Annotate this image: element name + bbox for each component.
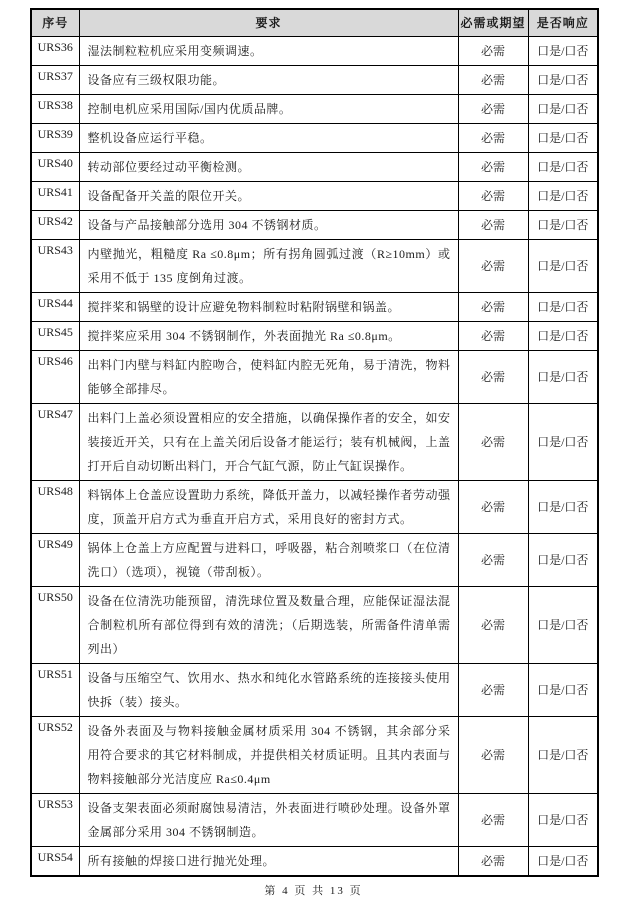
row-requirement-text: 所有接触的焊接口进行抛光处理。 (79, 846, 458, 876)
row-necessity-value: 必需 (458, 292, 528, 321)
row-requirement-text: 设备在位清洗功能预留，清洗球位置及数量合理，应能保证湿法混合制粒机所有部位得到有效的清洗；（后期选装，所需备件清单需列出） (79, 586, 458, 663)
table-row (31, 123, 598, 152)
row-response-checkboxes: 口是/口否 (528, 292, 598, 321)
table-row (31, 152, 598, 181)
table-row (31, 181, 598, 210)
row-necessity-value: 必需 (458, 663, 528, 716)
row-serial-number: URS53 (31, 793, 79, 846)
table-row (31, 663, 598, 716)
row-necessity-value: 必需 (458, 94, 528, 123)
row-necessity-value: 必需 (458, 210, 528, 239)
header-necessity: 必需或期望 (458, 9, 528, 36)
row-necessity-value: 必需 (458, 350, 528, 403)
row-serial-number: URS54 (31, 846, 79, 876)
row-requirement-text: 湿法制粒粒机应采用变频调速。 (79, 36, 458, 65)
header-response: 是否响应 (528, 9, 598, 36)
row-serial-number: URS38 (31, 94, 79, 123)
row-response-checkboxes: 口是/口否 (528, 846, 598, 876)
table-row (31, 716, 598, 793)
table-row (31, 480, 598, 533)
header-requirement: 要求 (79, 9, 458, 36)
row-requirement-text: 设备配备开关盖的限位开关。 (79, 181, 458, 210)
row-serial-number: URS36 (31, 36, 79, 65)
row-response-checkboxes: 口是/口否 (528, 716, 598, 793)
row-serial-number: URS40 (31, 152, 79, 181)
row-response-checkboxes: 口是/口否 (528, 586, 598, 663)
row-response-checkboxes: 口是/口否 (528, 152, 598, 181)
row-serial-number: URS50 (31, 586, 79, 663)
row-requirement-text: 料锅体上仓盖应设置助力系统，降低开盖力，以减轻操作者劳动强度，顶盖开启方式为垂直开启方式，采用良好的密封方式。 (79, 480, 458, 533)
table-row (31, 94, 598, 123)
row-response-checkboxes: 口是/口否 (528, 181, 598, 210)
row-necessity-value: 必需 (458, 123, 528, 152)
row-serial-number: URS46 (31, 350, 79, 403)
row-response-checkboxes: 口是/口否 (528, 793, 598, 846)
header-row (31, 9, 598, 36)
row-necessity-value: 必需 (458, 152, 528, 181)
table-row (31, 292, 598, 321)
table-body (31, 36, 598, 876)
row-serial-number: URS41 (31, 181, 79, 210)
row-necessity-value: 必需 (458, 793, 528, 846)
row-requirement-text: 出料门上盖必须设置相应的安全措施，以确保操作者的安全，如安装接近开关，只有在上盖关闭后设备才能运行；装有机械阀，上盖打开后自动切断出料门，开合气缸气源，防止气缸误操作。 (79, 403, 458, 480)
row-requirement-text: 搅拌桨应采用 304 不锈钢制作，外表面抛光 Ra ≤0.8μm。 (79, 321, 458, 350)
row-requirement-text: 出料门内壁与料缸内腔吻合，使料缸内腔无死角，易于清洗，物料能够全部排尽。 (79, 350, 458, 403)
table-row (31, 321, 598, 350)
table-row (31, 586, 598, 663)
table-row (31, 403, 598, 480)
row-serial-number: URS48 (31, 480, 79, 533)
row-requirement-text: 设备外表面及与物料接触金属材质采用 304 不锈钢，其余部分采用符合要求的其它材料制成，并提供相关材质证明。且其内表面与物料接触部分光洁度应 Ra≤0.4μm (79, 716, 458, 793)
row-necessity-value: 必需 (458, 846, 528, 876)
row-necessity-value: 必需 (458, 239, 528, 292)
table-row (31, 350, 598, 403)
row-serial-number: URS45 (31, 321, 79, 350)
row-requirement-text: 设备支架表面必须耐腐蚀易清洁，外表面进行喷砂处理。设备外罩金属部分采用 304 不锈钢制造。 (79, 793, 458, 846)
table-row (31, 65, 598, 94)
row-response-checkboxes: 口是/口否 (528, 533, 598, 586)
row-response-checkboxes: 口是/口否 (528, 210, 598, 239)
row-necessity-value: 必需 (458, 533, 528, 586)
row-serial-number: URS51 (31, 663, 79, 716)
table-row (31, 239, 598, 292)
row-requirement-text: 锅体上仓盖上方应配置与进料口，呼吸器，粘合剂喷浆口（在位清洗口）（选项），视镜（带刮板）。 (79, 533, 458, 586)
table-row (31, 793, 598, 846)
row-serial-number: URS37 (31, 65, 79, 94)
row-requirement-text: 设备与压缩空气、饮用水、热水和纯化水管路系统的连接接头使用快拆（装）接头。 (79, 663, 458, 716)
row-necessity-value: 必需 (458, 36, 528, 65)
row-response-checkboxes: 口是/口否 (528, 350, 598, 403)
row-serial-number: URS47 (31, 403, 79, 480)
row-serial-number: URS49 (31, 533, 79, 586)
row-requirement-text: 搅拌桨和锅壁的设计应避免物料制粒时粘附锅壁和锅盖。 (79, 292, 458, 321)
row-necessity-value: 必需 (458, 181, 528, 210)
row-necessity-value: 必需 (458, 321, 528, 350)
row-necessity-value: 必需 (458, 716, 528, 793)
header-serial-number: 序号 (31, 9, 79, 36)
table-row (31, 846, 598, 876)
row-necessity-value: 必需 (458, 586, 528, 663)
row-requirement-text: 内壁抛光，粗糙度 Ra ≤0.8μm；所有拐角圆弧过渡（R≥10mm）或采用不低于 135 度倒角过渡。 (79, 239, 458, 292)
row-necessity-value: 必需 (458, 480, 528, 533)
table-header (31, 9, 598, 36)
row-serial-number: URS44 (31, 292, 79, 321)
row-response-checkboxes: 口是/口否 (528, 65, 598, 94)
row-requirement-text: 控制电机应采用国际/国内优质品牌。 (79, 94, 458, 123)
row-response-checkboxes: 口是/口否 (528, 663, 598, 716)
row-response-checkboxes: 口是/口否 (528, 239, 598, 292)
page-indicator: 第 4 页 共 13 页 (264, 884, 363, 897)
urs-requirements-table (30, 8, 599, 877)
row-response-checkboxes: 口是/口否 (528, 123, 598, 152)
row-requirement-text: 设备与产品接触部分选用 304 不锈钢材质。 (79, 210, 458, 239)
row-requirement-text: 转动部位要经过动平衡检测。 (79, 152, 458, 181)
row-necessity-value: 必需 (458, 403, 528, 480)
row-response-checkboxes: 口是/口否 (528, 321, 598, 350)
table-row (31, 36, 598, 65)
row-serial-number: URS39 (31, 123, 79, 152)
table-row (31, 210, 598, 239)
table-row (31, 533, 598, 586)
row-serial-number: URS43 (31, 239, 79, 292)
row-serial-number: URS42 (31, 210, 79, 239)
row-response-checkboxes: 口是/口否 (528, 94, 598, 123)
row-necessity-value: 必需 (458, 65, 528, 94)
row-requirement-text: 整机设备应运行平稳。 (79, 123, 458, 152)
row-response-checkboxes: 口是/口否 (528, 403, 598, 480)
row-response-checkboxes: 口是/口否 (528, 480, 598, 533)
row-response-checkboxes: 口是/口否 (528, 36, 598, 65)
row-serial-number: URS52 (31, 716, 79, 793)
row-requirement-text: 设备应有三级权限功能。 (79, 65, 458, 94)
